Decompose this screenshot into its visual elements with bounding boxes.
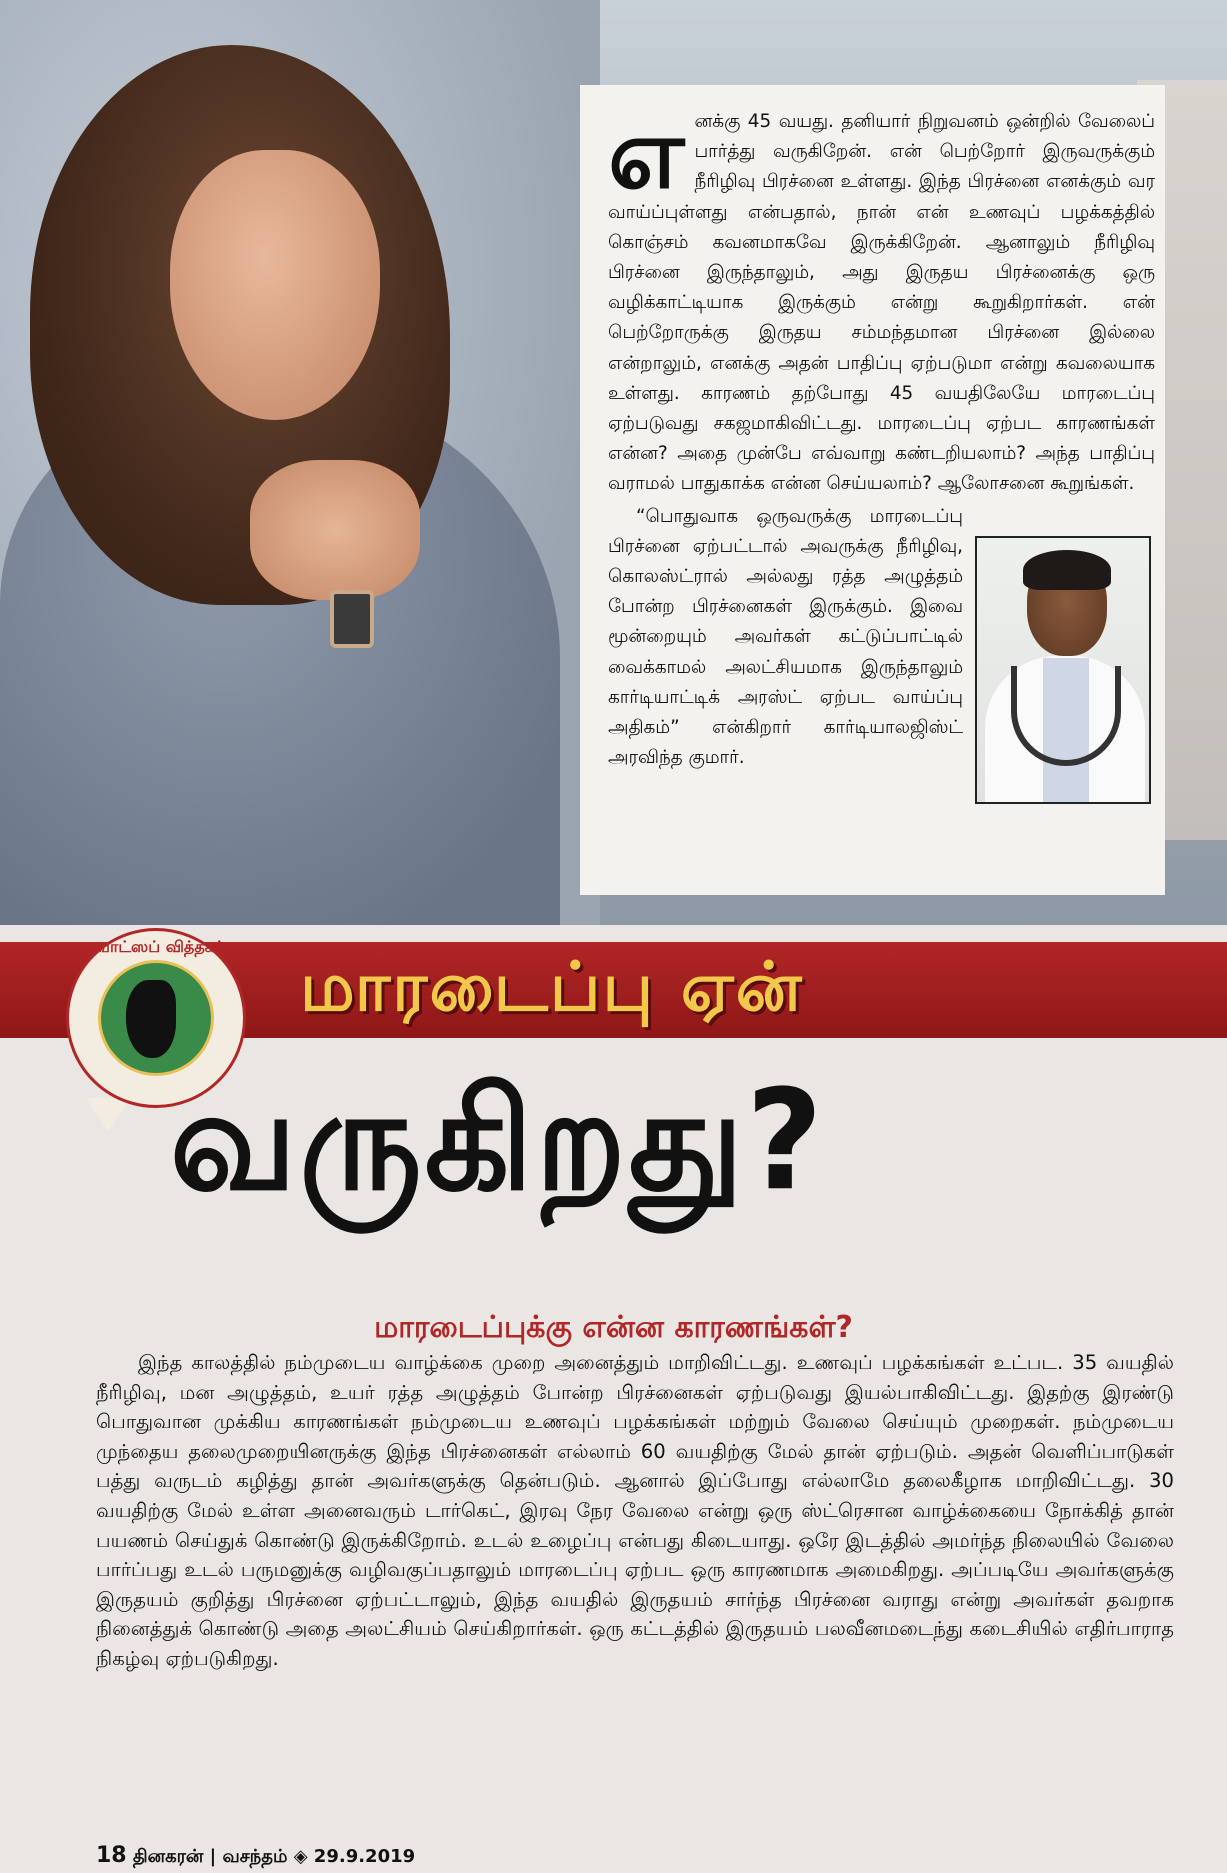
dropcap: எ: [608, 96, 685, 211]
section-subhead: மாரடைப்புக்கு என்ன காரணங்கள்?: [374, 1310, 853, 1345]
question-answer-box: [580, 85, 1165, 895]
reader-question: னக்கு 45 வயது. தனியார் நிறுவனம் ஒன்றில் வேலைப் பார்த்து வருகிறேன். என் பெற்றோர் இருவருக்கும் நீரிழிவு பிரச்னை உள்ளது. இந்த பிரச்னை எனக்கும் வர வாய்ப்புள்ளது என்பதால், நான் என் உணவுப் பழக்கத்தில் கொஞ்சம் கவனமாகவே இருக்கிறேன். ஆனாலும் நீரிழிவு பிரச்னை இருந்தாலும், அது இருதய பிரச்னைக்கு ஒரு வழிக்காட்டியாக இருக்கும் என்று கூறுகிறார்கள். என் பெற்றோருக்கு இருதய சம்மந்தமான பிரச்னை இல்லை என்றாலும், எனக்கு அதன் பாதிப்பு ஏற்படுமா என்று கவலையாக உள்ளது. காரணம் தற்போது 45 வயதிலேயே மாரடைப்பு ஏற்படுவது சகஜமாகிவிட்டது. மாரடைப்பு ஏற்பட காரணங்கள் என்ன? அதை முன்பே எவ்வாறு கண்டறியலாம்? அந்த பாதிப்பு வராமல் பாதுகாக்க என்ன செய்யலாம்? ஆலோசனை கூறுங்கள்.: [608, 111, 1155, 495]
headline-line-1: மாரடைப்பு ஏன்: [300, 948, 804, 1027]
section-body: இந்த காலத்தில் நம்முடைய வாழ்க்கை முறை அனைத்தும் மாறிவிட்டது. உணவுப் பழக்கங்கள் உட்பட. 35 வயதில் நீரிழிவு, மன அழுத்தம், உயர் ரத்த அழுத்தம் போன்ற பிரச்னைகள் ஏற்படுவது இயல்பாகிவிட்டது. இதற்கு இரண்டு பொதுவான முக்கிய காரணங்கள் நம்முடைய உணவுப் பழக்கங்கள் மற்றும் வேலை செய்யும் முறைகள். நம்முடைய முந்தைய தலைமுறையினருக்கு இந்த பிரச்னைகள் எல்லாம் 60 வயதிற்கு மேல் தான் ஏற்படும். அதன் வெளிப்பாடுகள் பத்து வருடம் கழித்து தான் அவர்களுக்கு தென்படும். ஆனால் இப்போது எல்லாமே தலைகீழாக மாறிவிட்டது. 30 வயதிற்கு மேல் உள்ள அனைவரும் டார்கெட், இரவு நேர வேலை என்று ஒரு ஸ்ட்ரெசான வாழ்க்கையை நோக்கித் தான் பயணம் செய்துக் கொண்டு இருக்கிறோம். உடல் உழைப்பு என்பது கிடையாது. ஒரே இடத்தில் அமர்ந்த நிலையில் வேலை பார்ப்பது உடல் பருமனுக்கு வழிவகுப்பதாலும் மாரடைப்பு ஏற்பட ஒரு காரணமாக அமைகிறது. அப்படியே அவர்களுக்கு இருதயம் குறித்து பிரச்னை ஏற்பட்டாலும், இந்த வயதில் இருதயம் சார்ந்த பிரச்னை வராது என்று அவர்கள் தவறாக நினைத்துக் கொண்டு அதை அலட்சியம் செய்கிறார்கள். ஒரு கட்டத்தில் இருதயம் பலவீனமடைந்து கடைசியில் எதிர்பாராத நிகழ்வு ஏற்படுகிறது.: [96, 1351, 1174, 1670]
speech-bubble-tail: [86, 1098, 130, 1132]
wristwatch: [330, 590, 374, 648]
headline-line-2: வருகிறது?: [170, 1060, 826, 1222]
page-footer: [96, 1843, 415, 1869]
expert-quote: “பொதுவாக ஒருவருக்கு மாரடைப்பு பிரச்னை ஏற்பட்டால் அவருக்கு நீரிழிவு, கொலஸ்ட்ரால் அல்லது ரத்த அழுத்தம் போன்ற பிரச்னைகள் இருக்கும். இவை மூன்றையும் அவர்கள் கட்டுப்பாட்டில் வைக்காமல் அலட்சியமாக இருந்தாலும் கார்டியாட்டிக் அரஸ்ட் ஏற்பட வாய்ப்பு அதிகம்” என்கிறார் கார்டியாலஜிஸ்ட் அரவிந்த குமார்.: [608, 505, 963, 769]
expert-answer: [608, 502, 1155, 774]
page-number: 18: [96, 1843, 127, 1868]
cover-photo: [0, 0, 1227, 925]
woman-hands-on-chest: [250, 460, 420, 600]
woman-face: [170, 150, 380, 420]
logo-text: வாட்ஸப் வித்தகர்: [94, 937, 224, 956]
doctor-hair: [1023, 550, 1111, 590]
head-silhouette-icon: [126, 980, 176, 1058]
doctor-photo: [975, 536, 1151, 804]
publication-line: தினகரன் | வசந்தம் ◈ 29.9.2019: [132, 1846, 416, 1867]
